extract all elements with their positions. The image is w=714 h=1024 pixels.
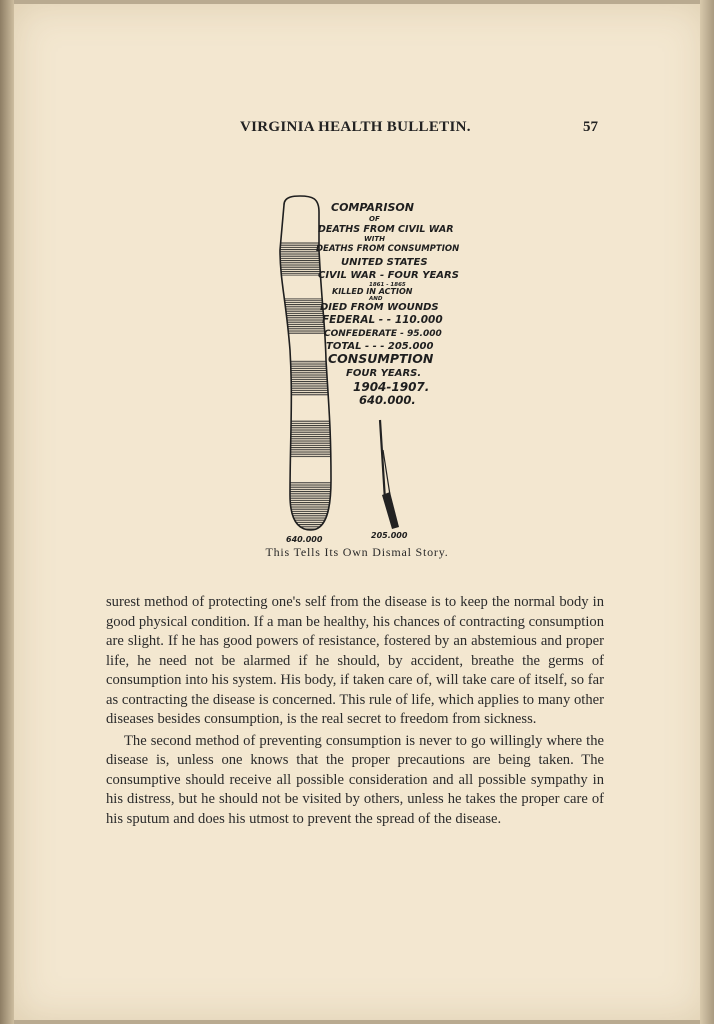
figure-caption: This Tells Its Own Dismal Story. bbox=[265, 545, 449, 559]
paragraph: surest method of protecting one's self from the disease is to keep the normal body in good physical condition. If a man be healthy, his chances of contracting consumption are slight. If he has good powers of resistance, fostered by an abstemious and proper life, he need not be alarmed if he should, by accident, breathe the germs of consumption into his system. His body, if taken care of, will take care of itself, so far as contracting the disease is concerned. This rule of life, which applies to many other diseases besides consumption, is the real secret to freedom from sickness. bbox=[106, 594, 604, 727]
consumption-value-label: 640.000 bbox=[286, 535, 323, 544]
legend-line: UNITED STATES bbox=[341, 257, 428, 268]
legend-line: KILLED IN ACTION bbox=[332, 287, 413, 296]
paragraph: The second method of preventing consumption is never to go willingly where the disease is, unless one knows that the proper precautions are being taken. The consumptive should receive all possible consideration and all possible sympathy in his distress, but he should not be visited by others, unless he takes the proper care of his sputum and does his utmost to prevent the spread of the disease. bbox=[106, 732, 604, 827]
page-number: 57 bbox=[583, 119, 598, 135]
legend-line: FOUR YEARS. bbox=[346, 368, 422, 379]
legend-line: 1904-1907. bbox=[353, 380, 430, 394]
legend-line: AND bbox=[369, 296, 383, 302]
body-text bbox=[106, 593, 604, 829]
legend-line: FEDERAL - - 110.000 bbox=[322, 314, 443, 326]
legend-line: DEATHS FROM CIVIL WAR bbox=[318, 224, 454, 235]
legend-line: 1861 - 1865 bbox=[369, 282, 406, 288]
legend-line: WITH bbox=[364, 235, 385, 243]
legend-line: 640.000. bbox=[359, 393, 416, 407]
rifle-icon bbox=[380, 420, 399, 529]
legend-line: CONSUMPTION bbox=[328, 351, 434, 366]
legend-line: TOTAL - - - 205.000 bbox=[326, 341, 434, 352]
legend-line: COMPARISON bbox=[331, 201, 414, 214]
war-value-label: 205.000 bbox=[371, 531, 408, 540]
legend-line: DIED FROM WOUNDS bbox=[320, 302, 439, 313]
running-header: VIRGINIA HEALTH BULLETIN. bbox=[240, 119, 471, 135]
legend-line: DEATHS FROM CONSUMPTION bbox=[316, 244, 460, 254]
legend-line: CONFEDERATE - 95.000 bbox=[324, 329, 442, 339]
legend-line: CIVIL WAR - FOUR YEARS bbox=[318, 270, 459, 281]
legend-line: OF bbox=[369, 215, 380, 223]
